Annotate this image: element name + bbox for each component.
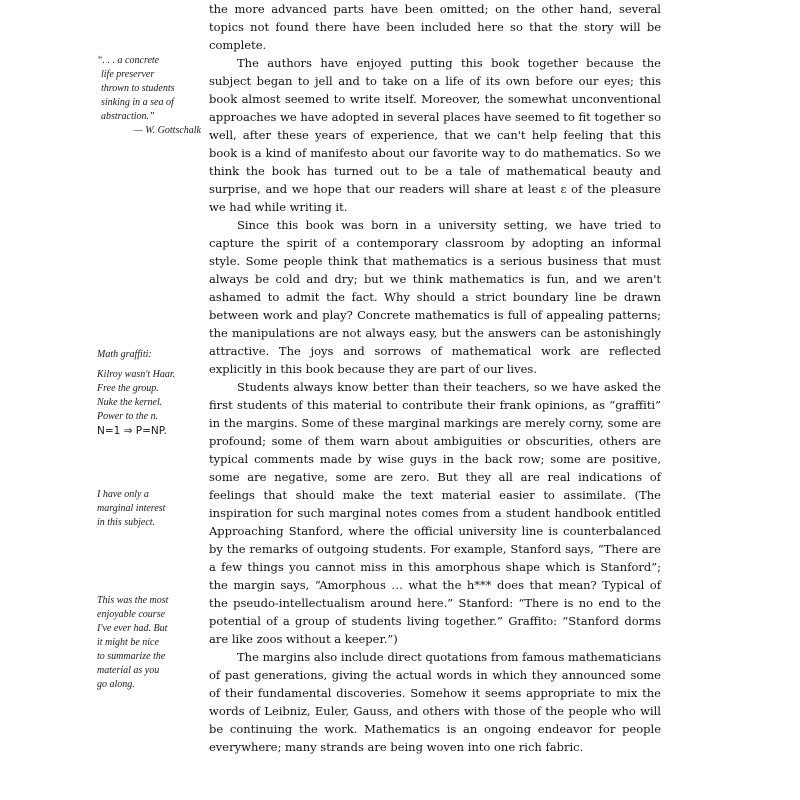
margin-note-interest <box>97 488 205 530</box>
margin-note-line: sinking in a sea of <box>101 97 174 108</box>
margin-note-graffiti <box>97 348 205 438</box>
margin-note-line: Nuke the kernel. <box>97 397 163 408</box>
margin-note-line: This was the most <box>97 595 169 606</box>
paragraph-margins-quotations: The margins also include direct quotations from famous mathematicians of past generations, giving the actual words in which they announced some of their fundamental discoveries. Somehow it seems appropriate to mix the words of Leibniz, Euler, Gauss, and others with those of the people who will be continuing the work. Mathematics is an ongoing endeavor for people everywhere; many strands are being woven into one rich fabric. <box>209 650 661 754</box>
margin-note-attribution: — W. Gottschalk <box>133 125 201 136</box>
margin-note-line: abstraction.” <box>101 111 155 122</box>
margin-note-line: go along. <box>97 679 135 690</box>
margin-note-line: it might be nice <box>97 637 159 648</box>
margin-note-line: I have only a <box>97 489 149 500</box>
margin-note-line: enjoyable course <box>97 609 166 620</box>
paragraph-university-setting: Since this book was born in a university setting, we have tried to capture the spirit of a contemporary classroom by adopting an informal style. Some people think that mathematics is a serious business that must always be cold and dry; but we think mathematics is fun, and we aren't ashamed to admit the fact. Why should a strict boundary line be drawn between work and play? Concrete mathematics is full of appealing patterns; the manipulations are not always easy, but the answers can be astonishingly attractive. The joys and sorrows of mathematical work are reflected explicitly in this book because they are part of our lives. <box>209 218 661 376</box>
margin-note-line: I've ever had. But <box>97 623 168 634</box>
margin-note-line: “. . . a concrete <box>97 55 160 66</box>
paragraph-continuation: the more advanced parts have been omitted; on the other hand, several topics not found there have been included here so that the story will be complete. <box>209 2 661 52</box>
margin-note-line: marginal interest <box>97 503 166 514</box>
margin-note-math-line: N=1 ⇒ P=NP. <box>97 425 167 437</box>
margin-note-line: Free the group. <box>97 383 159 394</box>
margin-note-line: thrown to students <box>101 83 175 94</box>
margin-note-line: Kilroy wasn't Haar. <box>97 369 176 380</box>
margin-note-gottschalk <box>97 54 205 138</box>
paragraph-students-graffiti: Students always know better than their teachers, so we have asked the first students of this material to contribute their frank opinions, as “graffiti” in the margins. Some of these marginal markings are merely corny, some are profound; some of them warn about ambiguities or obscurities, others are typical comments made by wise guys in the back row; some are positive, some are negative, some are zero. But they all are real indications of feelings that should make the text material easier to assimilate. (The inspiration for such marginal notes comes from a student handbook entitled Approaching Stanford, where the official university line is counterbalanced by the remarks of outgoing students. For example, Stanford says, “There are a few things you cannot miss in this amorphous shape which is Stanford”; the margin says, “Amorphous … what the h*** does that mean? Typical of the pseudo-intellectualism around here.” Stanford: “There is no end to the potential of a group of students living together.” Graffito: “Stanford dorms are like zoos without a keeper.”) <box>209 380 661 646</box>
main-text-column <box>209 0 661 756</box>
margin-note-line: in this subject. <box>97 517 156 528</box>
margin-note-enjoyable <box>97 594 205 692</box>
paragraph-authors-enjoyed: The authors have enjoyed putting this book together because the subject began to jell and to take on a life of its own before our eyes; this book almost seemed to write itself. Moreover, the somewhat unconventional approaches we have adopted in several places have seemed to fit together so well, after these years of experience, that we can't help feeling that this book is a kind of manifesto about our favorite way to do mathematics. So we think the book has turned out to be a tale of mathematical beauty and surprise, and we hope that our readers will share at least ε of the pleasure we had while writing it. <box>209 56 661 214</box>
margin-note-line: Power to the n. <box>97 411 159 422</box>
margin-note-line: to summarize the <box>97 651 166 662</box>
margin-note-line: life preserver <box>101 69 155 80</box>
margin-note-line: material as you <box>97 665 160 676</box>
margin-note-heading: Math graffiti: <box>97 349 152 360</box>
